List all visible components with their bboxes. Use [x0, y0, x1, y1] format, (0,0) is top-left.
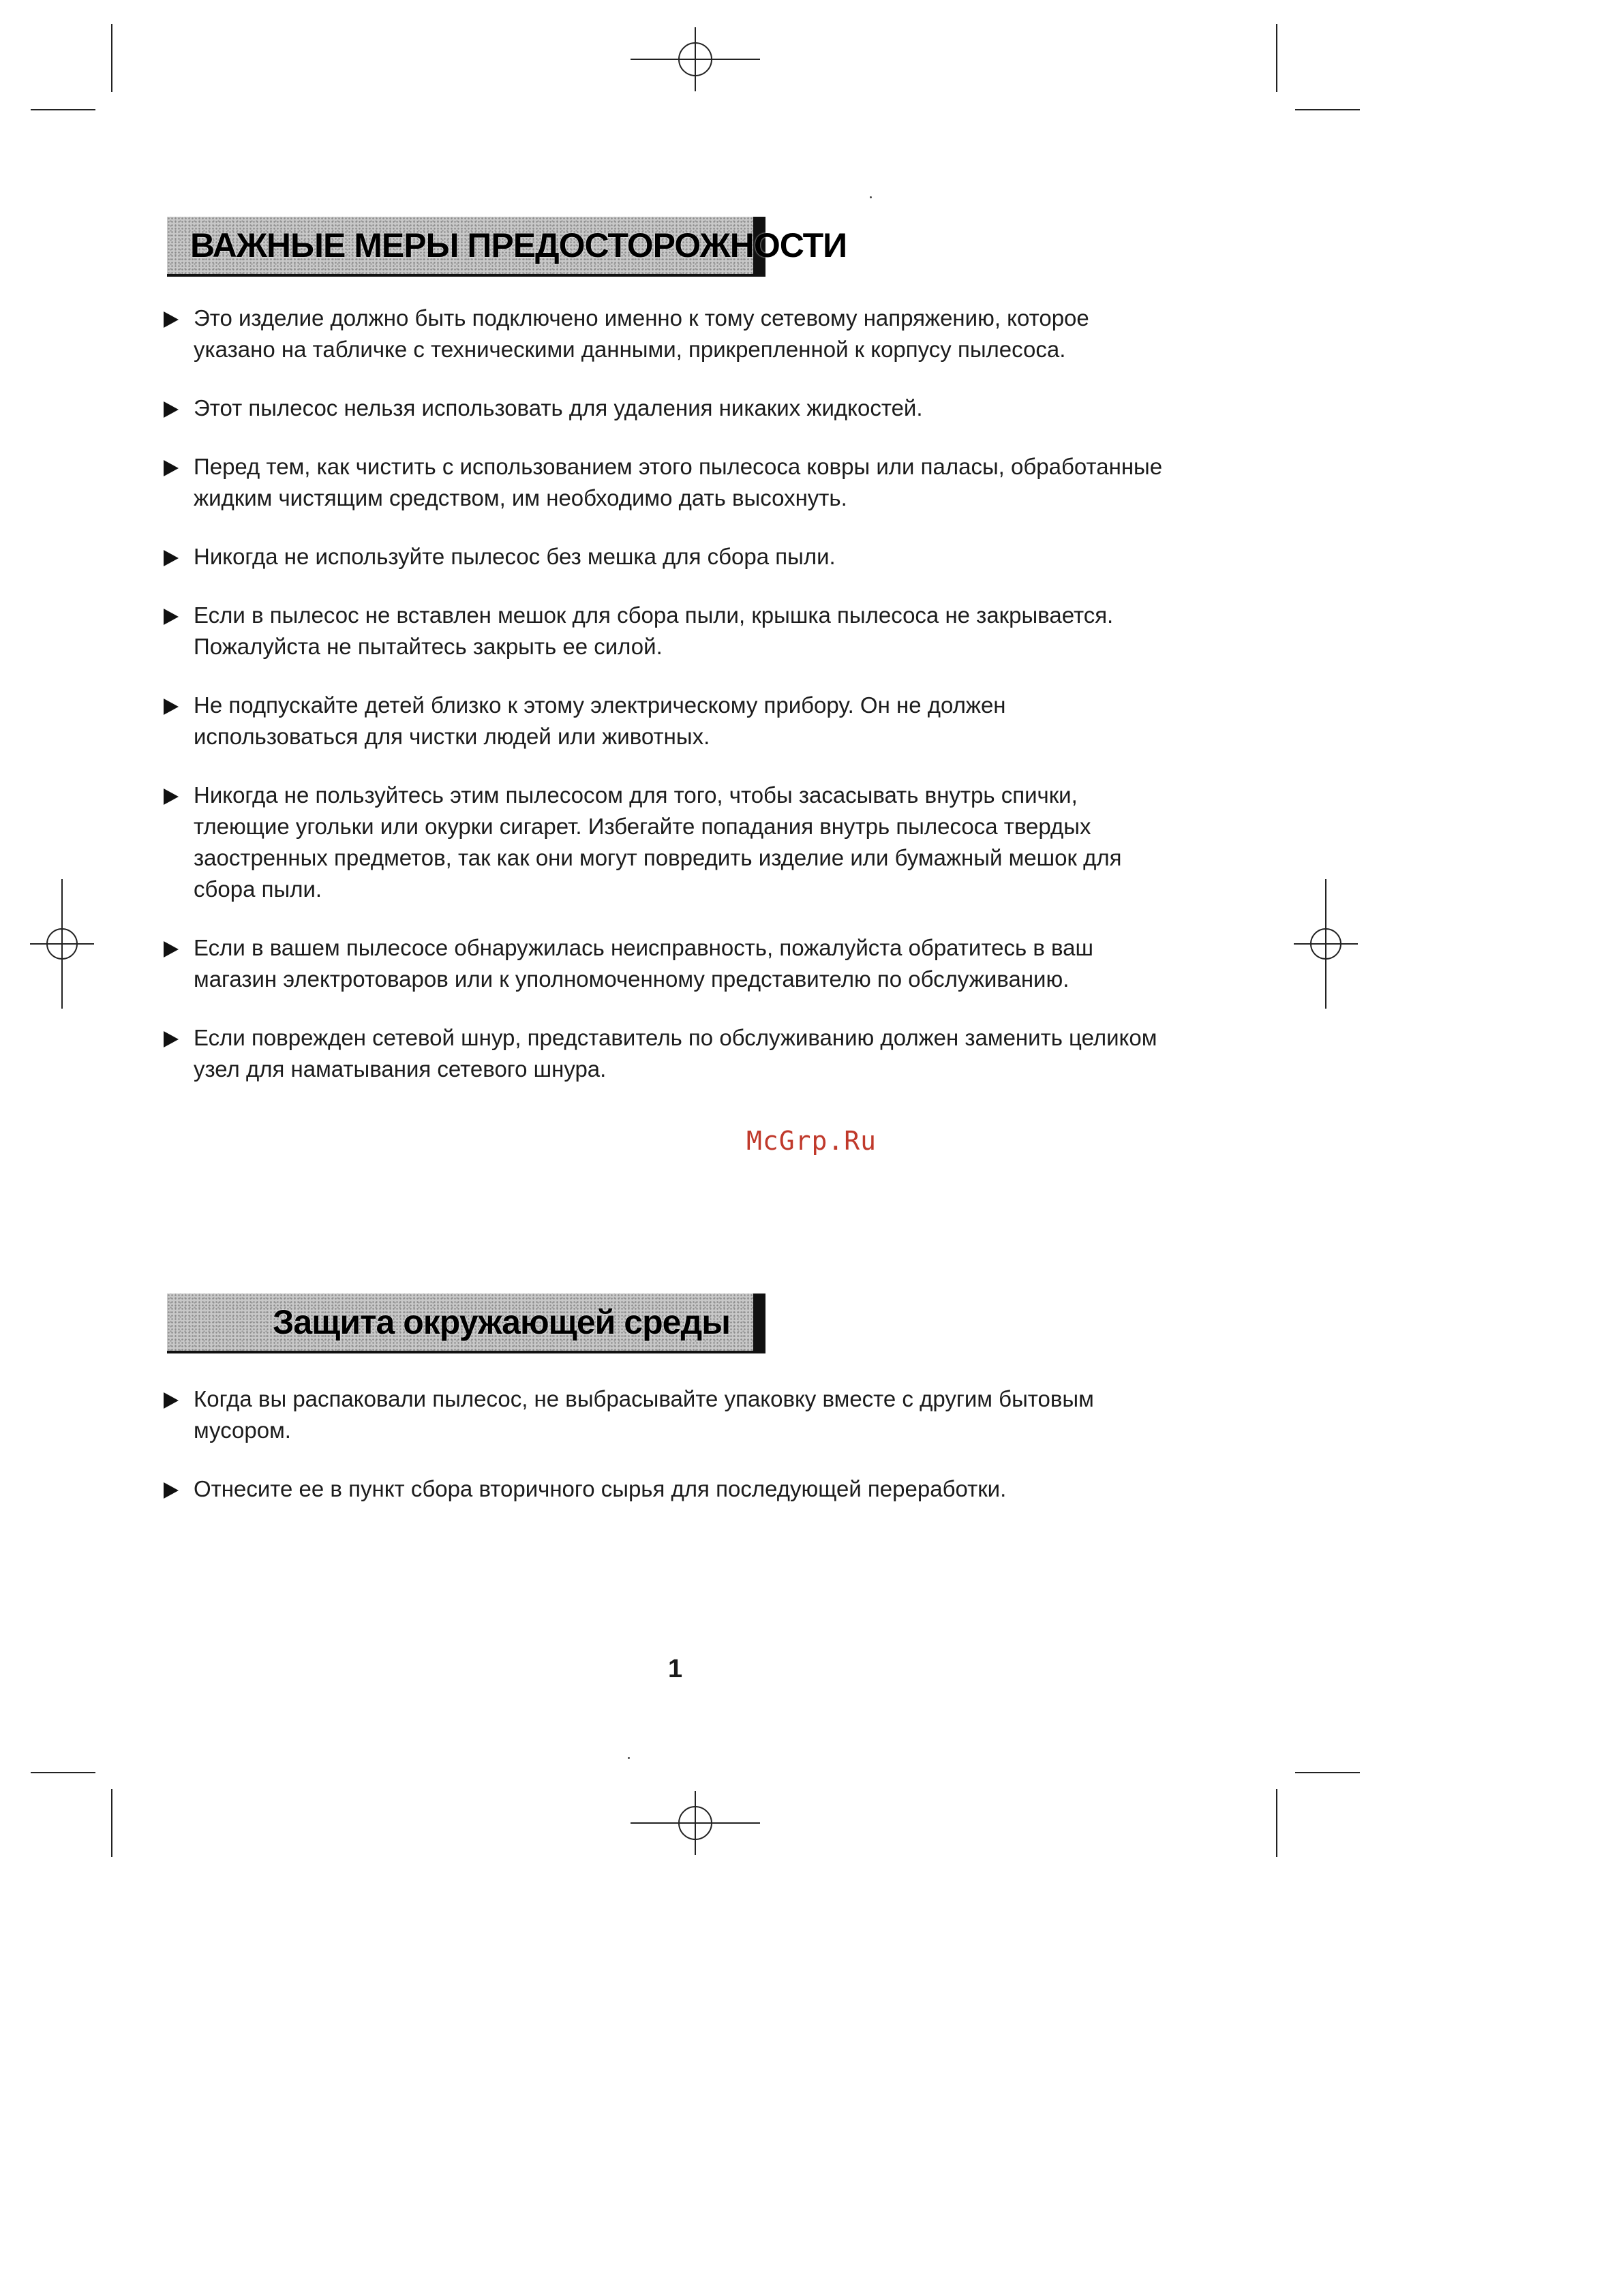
- list-item: [164, 451, 1166, 514]
- list-item: [164, 1473, 1166, 1505]
- list-item-text: Если поврежден сетевой шнур, представитель по обслуживанию должен заменить целиком узел для наматывания сетевого шнура.: [194, 1025, 1157, 1082]
- list-item-text: Перед тем, как чистить с использованием этого пылесоса ковры или паласы, обработанные жидким чистящим средством, им необходимо дать высохнуть.: [194, 454, 1163, 510]
- bullet-arrow-icon: [164, 609, 179, 625]
- bullet-arrow-icon: [164, 1031, 179, 1047]
- environment-list: [164, 1383, 1166, 1532]
- bullet-arrow-icon: [164, 401, 179, 418]
- page-number: 1: [668, 1655, 683, 1683]
- crop-mark: [1276, 24, 1277, 92]
- crop-mark: [31, 109, 95, 110]
- list-item: [164, 690, 1166, 752]
- bullet-arrow-icon: [164, 1482, 179, 1499]
- list-item-text: Не подпускайте детей близко к этому электрическому прибору. Он не должен использоваться для чистки людей или животных.: [194, 692, 1006, 749]
- crop-mark: [1295, 109, 1360, 110]
- bullet-arrow-icon: [164, 311, 179, 328]
- list-item: [164, 1383, 1166, 1446]
- crop-mark: [1295, 1772, 1360, 1773]
- list-item: [164, 932, 1166, 995]
- list-item: [164, 393, 1166, 424]
- list-item-text: Если в пылесос не вставлен мешок для сбора пыли, крышка пылесоса не закрывается. Пожалуйста не пытайтесь закрыть ее силой.: [194, 602, 1114, 659]
- speck: [628, 1757, 630, 1759]
- list-item-text: Если в вашем пылесосе обнаружилась неисправность, пожалуйста обратитесь в ваш магазин электротоваров или к уполномоченному представителю по обслуживанию.: [194, 935, 1093, 992]
- bullet-arrow-icon: [164, 1392, 179, 1409]
- list-item-text: Это изделие должно быть подключено именно к тому сетевому напряжению, которое указано на табличке с техническими данными, прикрепленной к корпусу пылесоса.: [194, 305, 1089, 362]
- crop-mark: [31, 1772, 95, 1773]
- watermark: McGrp.Ru: [746, 1126, 877, 1156]
- list-item-text: Отнесите ее в пункт сбора вторичного сырья для последующей переработки.: [194, 1476, 1007, 1501]
- list-item-text: Никогда не пользуйтесь этим пылесосом для того, чтобы засасывать внутрь спички, тлеющие угольки или окурки сигарет. Избегайте попадания внутрь пылесоса твердых заостренных предметов, так как они могут повредить изделие или бумажный мешок для сбора пыли.: [194, 782, 1122, 902]
- list-item: [164, 1022, 1166, 1085]
- bullet-arrow-icon: [164, 941, 179, 958]
- list-item-text: Когда вы распаковали пылесос, не выбрасывайте упаковку вместе с другим бытовым мусором.: [194, 1386, 1094, 1443]
- list-item-text: Этот пылесос нельзя использовать для удаления никаких жидкостей.: [194, 395, 923, 420]
- list-item: [164, 541, 1166, 572]
- speck: [870, 196, 872, 198]
- crop-mark: [1276, 1789, 1277, 1857]
- crop-mark: [111, 1789, 112, 1857]
- section-heading-environment: Защита окружающей среды: [167, 1294, 765, 1353]
- bullet-arrow-icon: [164, 460, 179, 476]
- precautions-list: [164, 303, 1166, 1112]
- list-item: [164, 303, 1166, 365]
- crop-mark: [111, 24, 112, 92]
- list-item: [164, 600, 1166, 662]
- list-item: [164, 780, 1166, 905]
- section-heading-precautions: ВАЖНЫЕ МЕРЫ ПРЕДОСТОРОЖНОСТИ: [167, 217, 765, 277]
- list-item-text: Никогда не используйте пылесос без мешка для сбора пыли.: [194, 544, 836, 569]
- bullet-arrow-icon: [164, 699, 179, 715]
- bullet-arrow-icon: [164, 550, 179, 566]
- bullet-arrow-icon: [164, 789, 179, 805]
